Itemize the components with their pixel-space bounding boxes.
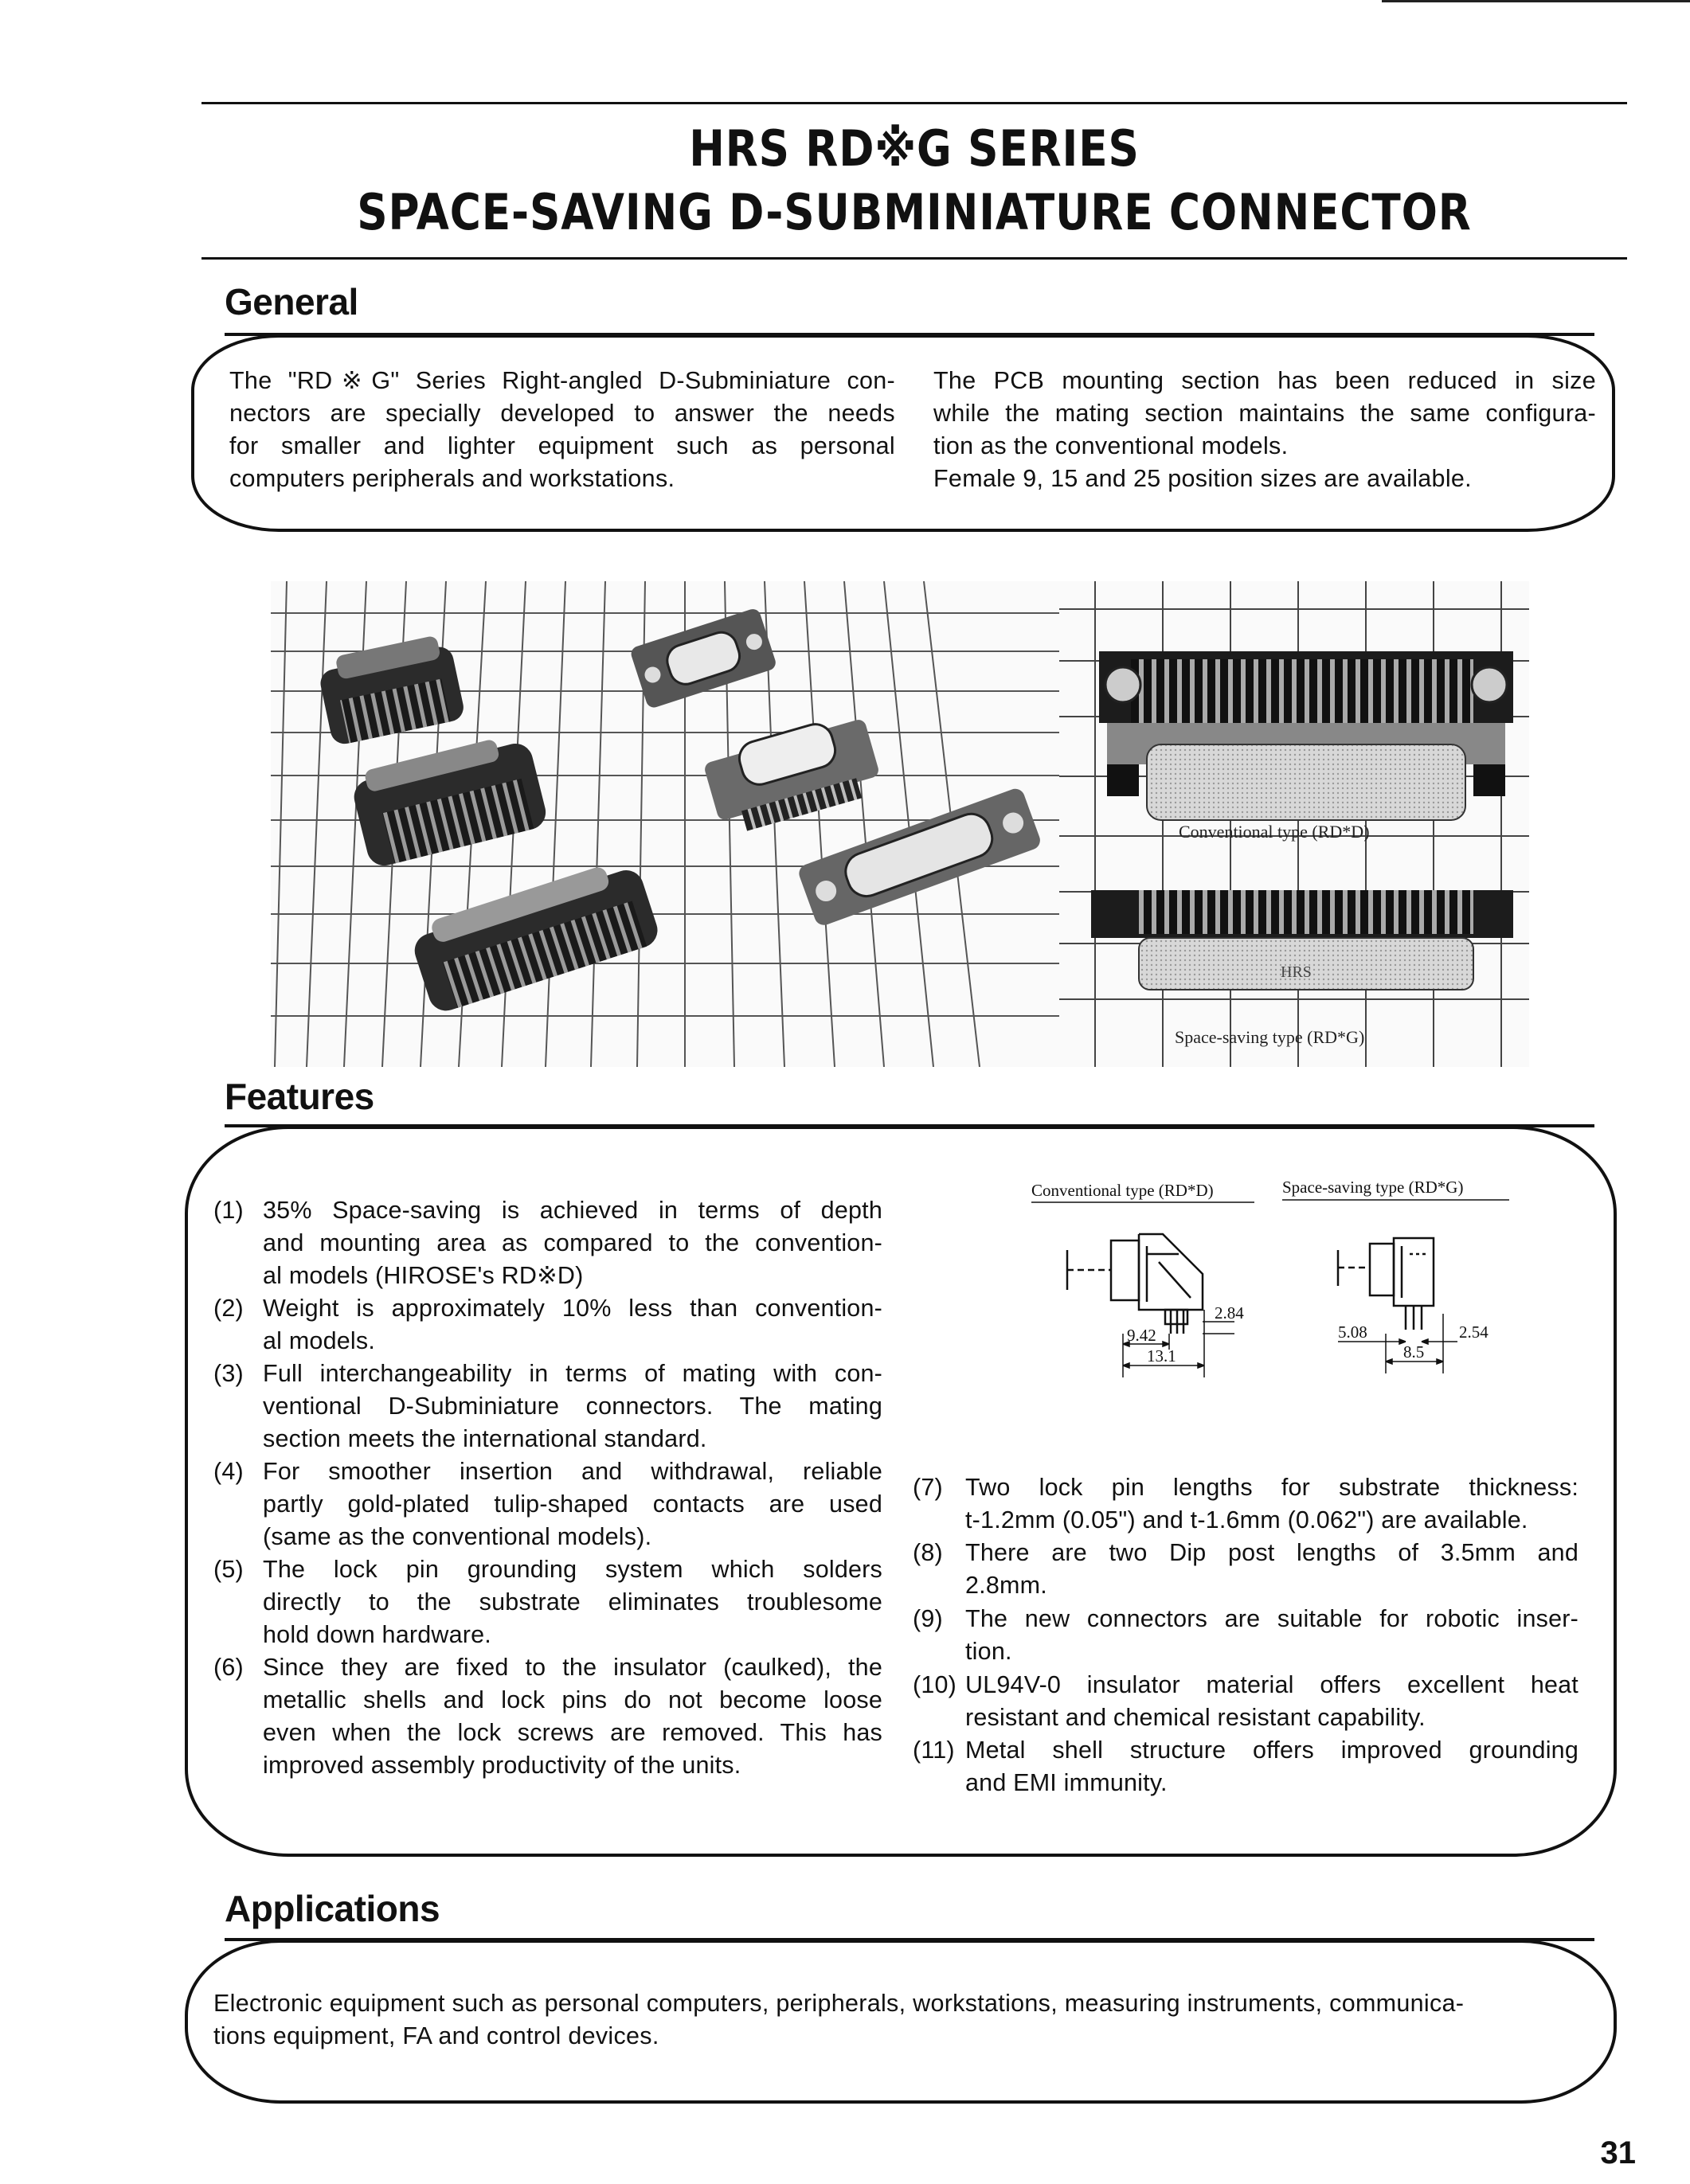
connector-comparison-photo	[1059, 581, 1529, 1067]
dim-ss-8-5: 8.5	[1403, 1342, 1425, 1362]
diagram-label-space-saving: Space-saving type (RD*G)	[1282, 1178, 1464, 1197]
page-title-line2: SPACE-SAVING D-SUBMINIATURE CONNECTOR	[357, 183, 1472, 241]
shell-marking: HRS	[1281, 963, 1312, 981]
caption-conventional: Conventional type (RD*D)	[1179, 822, 1370, 842]
general-heading: General	[225, 281, 358, 322]
features-heading: Features	[225, 1076, 374, 1117]
caption-space-saving: Space-saving type (RD*G)	[1175, 1027, 1365, 1047]
header-bottom-rule	[201, 257, 1627, 260]
dim-conv-13-1: 13.1	[1147, 1346, 1176, 1365]
page-title-line1: HRS RD※G SERIES	[689, 119, 1140, 178]
corner-mark	[1382, 0, 1690, 2]
dim-conv-2-84: 2.84	[1215, 1303, 1244, 1323]
dim-ss-2-54: 2.54	[1459, 1323, 1489, 1342]
applications-text: Electronic equipment such as personal computers, peripherals, workstations, measuring instruments, communica- tions equipment, FA and control devices.	[213, 1990, 1465, 2049]
diagram-label-conventional: Conventional type (RD*D)	[1031, 1181, 1214, 1200]
general-left-text: The "RD※G" Series Right-angled D-Subminiature con- nectors are specially developed to answer the needs for smaller and lighter equipment such as personal computers peripherals and workstations.	[229, 367, 895, 492]
general-right-text: The PCB mounting section has been reduced in size while the mating section maintains the same configura- tion as the conventional models. Female 9, 15 and 25 position sizes are available.	[933, 367, 1596, 492]
dim-ss-5-08: 5.08	[1338, 1323, 1367, 1342]
page-number: 31	[1600, 2135, 1636, 2170]
dimension-diagram	[1019, 1170, 1529, 1433]
header-top-rule	[201, 102, 1627, 104]
connector-product-photo	[271, 581, 1059, 1067]
applications-heading: Applications	[225, 1888, 440, 1929]
dim-conv-9-42: 9.42	[1127, 1326, 1156, 1345]
